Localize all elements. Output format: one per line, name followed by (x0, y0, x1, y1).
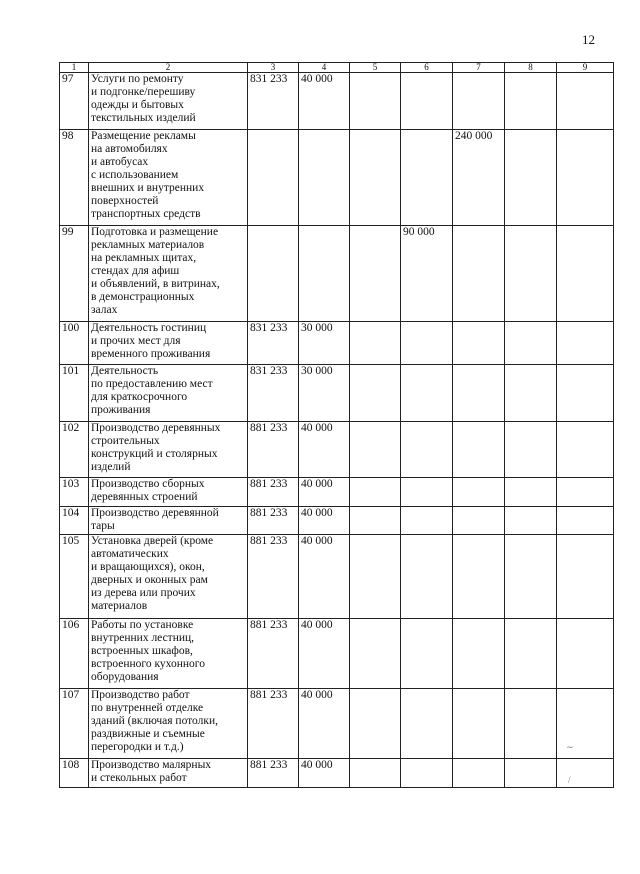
row-number: 102 (60, 422, 89, 478)
scan-mark: / (568, 775, 571, 785)
activity-name: Работы по установке внутренних лестниц, встроенных шкафов, встроенного кухонного оборудования (89, 619, 248, 689)
activity-name: Подготовка и размещение рекламных материалов на рекламных щитах, стендах для афиш и объявлений, в витринах, в демонстрационных залах (89, 226, 248, 322)
value-cell (350, 478, 401, 507)
row-number: 104 (60, 507, 89, 535)
value-cell (505, 130, 557, 226)
value-cell (505, 535, 557, 619)
value-cell (350, 422, 401, 478)
value-cell (557, 759, 614, 788)
row-number: 105 (60, 535, 89, 619)
value-cell: 40 000 (299, 619, 350, 689)
row-number: 99 (60, 226, 89, 322)
header-cell: 9 (557, 63, 614, 73)
activity-name: Производство малярных и стекольных работ (89, 759, 248, 788)
value-cell (505, 73, 557, 130)
scan-mark: ∼ (566, 742, 574, 752)
value-cell (350, 759, 401, 788)
value-cell (505, 422, 557, 478)
activity-name: Производство работ по внутренней отделке зданий (включая потолки, раздвижные и съемные перегородки и т.д.) (89, 689, 248, 759)
value-cell (350, 226, 401, 322)
value-cell (248, 226, 299, 322)
table-row (60, 535, 614, 619)
value-cell: 881 233 (248, 478, 299, 507)
value-cell (401, 535, 453, 619)
data-table (59, 62, 614, 788)
value-cell (557, 365, 614, 422)
value-cell: 240 000 (453, 130, 505, 226)
value-cell (453, 422, 505, 478)
value-cell: 40 000 (299, 422, 350, 478)
row-number: 97 (60, 73, 89, 130)
table-row (60, 507, 614, 535)
value-cell: 881 233 (248, 619, 299, 689)
value-cell (453, 73, 505, 130)
activity-name: Производство деревянной тары (89, 507, 248, 535)
value-cell: 881 233 (248, 535, 299, 619)
value-cell (401, 322, 453, 365)
table-row (60, 226, 614, 322)
value-cell (350, 322, 401, 365)
value-cell: 831 233 (248, 73, 299, 130)
value-cell (350, 619, 401, 689)
value-cell: 30 000 (299, 322, 350, 365)
value-cell (401, 365, 453, 422)
table-row (60, 322, 614, 365)
value-cell: 40 000 (299, 759, 350, 788)
activity-name: Услуги по ремонту и подгонке/перешиву одежды и бытовых текстильных изделий (89, 73, 248, 130)
value-cell (557, 422, 614, 478)
value-cell (557, 322, 614, 365)
row-number: 98 (60, 130, 89, 226)
row-number: 100 (60, 322, 89, 365)
header-row (60, 63, 614, 73)
value-cell (453, 322, 505, 365)
activity-name: Деятельность гостиниц и прочих мест для временного проживания (89, 322, 248, 365)
activity-name: Производство деревянных строительных конструкций и столярных изделий (89, 422, 248, 478)
value-cell (401, 478, 453, 507)
value-cell: 40 000 (299, 73, 350, 130)
value-cell (505, 226, 557, 322)
value-cell (505, 507, 557, 535)
value-cell: 881 233 (248, 759, 299, 788)
value-cell (453, 365, 505, 422)
value-cell: 881 233 (248, 689, 299, 759)
value-cell (350, 689, 401, 759)
value-cell (505, 365, 557, 422)
value-cell: 881 233 (248, 507, 299, 535)
row-number: 101 (60, 365, 89, 422)
activity-name: Производство сборных деревянных строений (89, 478, 248, 507)
value-cell (505, 759, 557, 788)
value-cell (401, 759, 453, 788)
value-cell: 40 000 (299, 507, 350, 535)
value-cell (557, 226, 614, 322)
value-cell (401, 130, 453, 226)
header-cell: 8 (505, 63, 557, 73)
value-cell (299, 130, 350, 226)
table-row (60, 365, 614, 422)
header-cell: 5 (350, 63, 401, 73)
value-cell (557, 535, 614, 619)
table-row (60, 422, 614, 478)
value-cell (401, 689, 453, 759)
row-number: 103 (60, 478, 89, 507)
value-cell (299, 226, 350, 322)
value-cell (350, 365, 401, 422)
value-cell (505, 689, 557, 759)
value-cell: 40 000 (299, 689, 350, 759)
activity-name: Деятельность по предоставлению мест для краткосрочного проживания (89, 365, 248, 422)
value-cell (453, 759, 505, 788)
value-cell (453, 619, 505, 689)
header-cell: 1 (60, 63, 89, 73)
value-cell: 30 000 (299, 365, 350, 422)
activity-name: Установка дверей (кроме автоматических и вращающихся), окон, дверных и оконных рам из дерева или прочих материалов (89, 535, 248, 619)
header-cell: 4 (299, 63, 350, 73)
table-row (60, 619, 614, 689)
header-cell: 6 (401, 63, 453, 73)
value-cell: 831 233 (248, 365, 299, 422)
header-cell: 7 (453, 63, 505, 73)
value-cell (557, 130, 614, 226)
value-cell (557, 73, 614, 130)
value-cell (350, 130, 401, 226)
value-cell (505, 322, 557, 365)
value-cell (248, 130, 299, 226)
value-cell (557, 507, 614, 535)
value-cell (505, 478, 557, 507)
value-cell: 90 000 (401, 226, 453, 322)
value-cell (350, 507, 401, 535)
table-row (60, 478, 614, 507)
value-cell (453, 689, 505, 759)
header-cell: 3 (248, 63, 299, 73)
header-cell: 2 (89, 63, 248, 73)
row-number: 108 (60, 759, 89, 788)
value-cell (453, 226, 505, 322)
table-row (60, 130, 614, 226)
value-cell (453, 478, 505, 507)
row-number: 107 (60, 689, 89, 759)
value-cell: 40 000 (299, 478, 350, 507)
value-cell: 881 233 (248, 422, 299, 478)
value-cell (350, 535, 401, 619)
row-number: 106 (60, 619, 89, 689)
value-cell (401, 73, 453, 130)
table-row (60, 689, 614, 759)
value-cell (350, 73, 401, 130)
value-cell (453, 535, 505, 619)
value-cell (453, 507, 505, 535)
table-row (60, 759, 614, 788)
table-row (60, 73, 614, 130)
value-cell: 40 000 (299, 535, 350, 619)
value-cell (505, 619, 557, 689)
value-cell (557, 478, 614, 507)
value-cell: 831 233 (248, 322, 299, 365)
value-cell (557, 619, 614, 689)
value-cell (401, 619, 453, 689)
value-cell (401, 507, 453, 535)
value-cell (401, 422, 453, 478)
activity-name: Размещение рекламы на автомобилях и автобусах с использованием внешних и внутренних поверхностей транспортных средств (89, 130, 248, 226)
page-number: 12 (582, 32, 595, 47)
